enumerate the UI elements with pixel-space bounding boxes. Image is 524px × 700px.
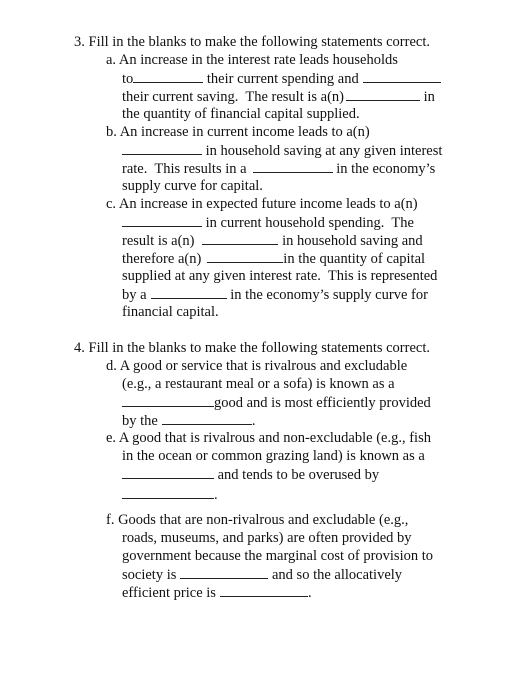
q4d-line-4: by the . — [122, 413, 256, 429]
blank-field[interactable] — [346, 88, 420, 101]
q3c-line-2: in current household spending. The — [122, 214, 414, 231]
blank-field[interactable] — [122, 394, 214, 407]
q4d-line-2: (e.g., a restaurant meal or a sofa) is known as a — [122, 376, 395, 392]
blank-field[interactable] — [122, 214, 202, 227]
blank-field[interactable] — [133, 70, 203, 83]
q4f-line-3: government because the marginal cost of provision to — [122, 548, 433, 564]
q3b-line-2: in household saving at any given interest — [122, 142, 442, 159]
blank-field[interactable] — [220, 584, 308, 597]
blank-field[interactable] — [151, 286, 227, 299]
q4f-line-2: roads, museums, and parks) are often provided by — [122, 530, 412, 546]
blank-field[interactable] — [180, 566, 268, 579]
q4e-line-1: e. A good that is rivalrous and non-excludable (e.g., fish — [106, 430, 431, 446]
q3c-line-5: supplied at any given interest rate. This is represented — [122, 268, 438, 284]
q4f-line-5: efficient price is . — [122, 585, 312, 601]
q4d-line-3: good and is most efficiently provided — [122, 394, 431, 411]
q3c-line-1: c. An increase in expected future income leads to a(n) — [106, 196, 418, 212]
q4-title: 4. Fill in the blanks to make the following statements correct. — [74, 340, 430, 356]
q4e-line-3: and tends to be overused by — [122, 466, 379, 483]
blank-field[interactable] — [162, 412, 252, 425]
q4d-line-1: d. A good or service that is rivalrous and excludable — [106, 358, 408, 374]
q3a-line-3: their current saving. The result is a(n) in — [122, 89, 435, 105]
q3b-line-4: supply curve for capital. — [122, 178, 263, 194]
q4f-line-1: f. Goods that are non-rivalrous and excludable (e.g., — [106, 512, 409, 528]
blank-field[interactable] — [363, 70, 441, 83]
blank-field[interactable] — [122, 486, 214, 499]
blank-field[interactable] — [122, 142, 202, 155]
q3a-line-1: a. An increase in the interest rate leads households — [106, 52, 398, 68]
q3c-line-7: financial capital. — [122, 304, 219, 320]
q3c-line-4: therefore a(n) in the quantity of capital — [122, 251, 426, 267]
q3b-line-1: b. An increase in current income leads to a(n) — [106, 124, 370, 140]
q3-title: 3. Fill in the blanks to make the following statements correct. — [74, 34, 430, 50]
q3c-line-3: result is a(n) in household saving and — [122, 233, 423, 249]
q4f-line-4: society is and so the allocatively — [122, 567, 403, 583]
q4e-line-4: . — [122, 486, 218, 503]
q3b-line-3: rate. This results in a in the economy’s — [122, 161, 436, 177]
q4e-line-2: in the ocean or common grazing land) is known as a — [122, 448, 425, 464]
blank-field[interactable] — [207, 250, 283, 263]
blank-field[interactable] — [253, 160, 333, 173]
blank-field[interactable] — [122, 466, 214, 479]
q3a-line-2: to their current spending and — [122, 70, 441, 87]
q3a-line-4: the quantity of financial capital supplied. — [122, 106, 360, 122]
blank-field[interactable] — [202, 232, 278, 245]
q3c-line-6: by a in the economy’s supply curve for — [122, 287, 428, 303]
